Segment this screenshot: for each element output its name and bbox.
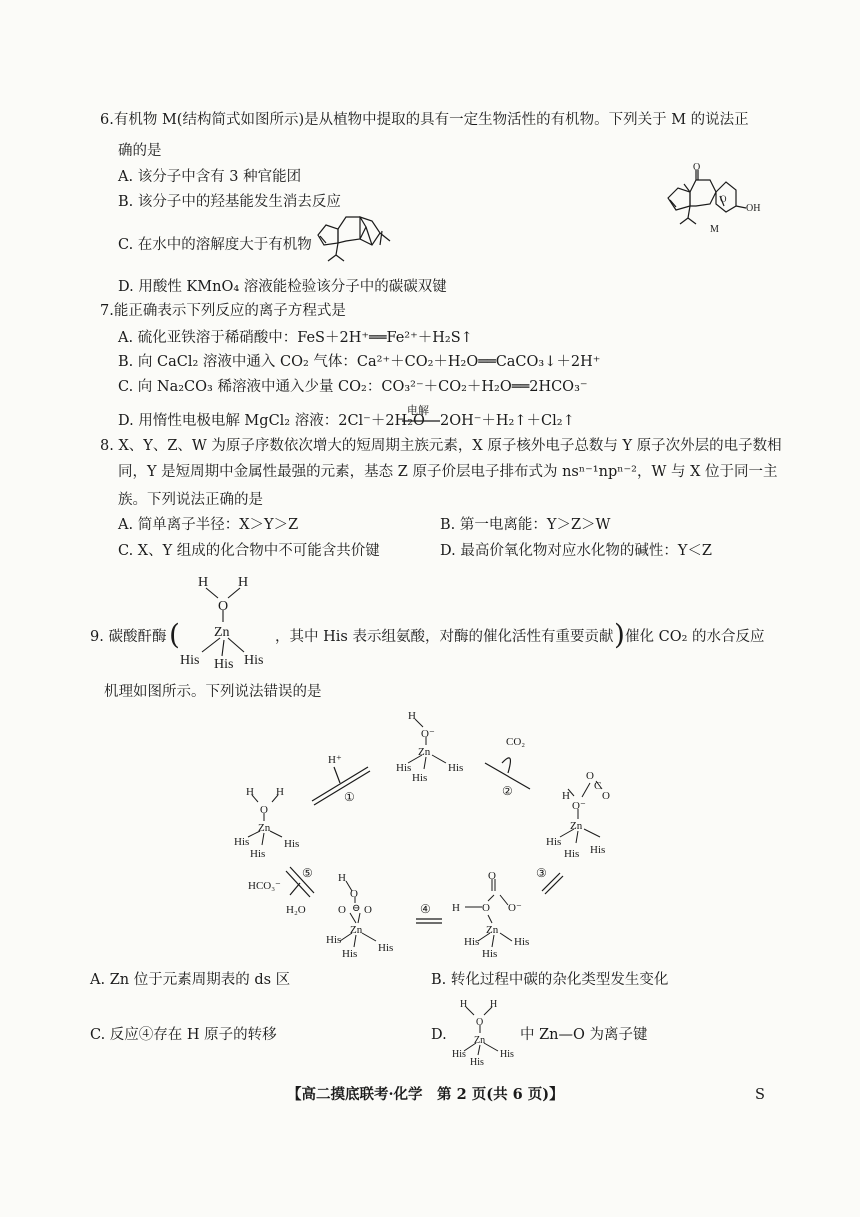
q6-option-a: A. 该分子中含有 3 种官能团 bbox=[118, 169, 302, 185]
label-h2o: H₂O bbox=[286, 904, 306, 916]
bl-o-neg: ⊖ bbox=[352, 903, 361, 914]
left-his-3: His bbox=[250, 848, 266, 860]
q8-option-c: C. X、Y 组成的化合物中不可能含共价键 bbox=[118, 543, 380, 559]
d-o: O bbox=[476, 1017, 484, 1028]
right-o: O bbox=[586, 770, 594, 782]
br-o-top: O bbox=[488, 870, 496, 882]
label-h-plus: H⁺ bbox=[328, 754, 342, 766]
bl-o: O bbox=[350, 888, 358, 900]
d-zn: Zn bbox=[474, 1035, 486, 1046]
q7-option-c: C. 向 Na₂CO₃ 稀溶液中通入少量 CO₂：CO₃²⁻＋CO₂＋H₂O══2HCO₃⁻ bbox=[118, 379, 588, 395]
m-carbonyl-o: O bbox=[693, 162, 701, 173]
top-zn: Zn bbox=[418, 746, 431, 758]
q9-enzyme-inline bbox=[178, 570, 273, 670]
left-o: O bbox=[260, 804, 268, 816]
q7-stem: 7.能正确表示下列反应的离子方程式是 bbox=[100, 303, 346, 319]
top-his-2: His bbox=[448, 762, 464, 774]
left-his-2: His bbox=[284, 838, 300, 850]
q6-stem-line2: 确的是 bbox=[118, 143, 162, 159]
q9-open-paren: ( bbox=[169, 618, 180, 651]
q7-option-d-suffix: 2OH⁻＋H₂↑＋Cl₂↑ bbox=[440, 413, 575, 429]
right-h: H bbox=[562, 790, 570, 802]
label-hco3: HCO₃⁻ bbox=[248, 880, 281, 892]
q9-option-d-suffix: 中 Zn—O 为离子键 bbox=[520, 1027, 648, 1043]
enzyme-his-2: His bbox=[214, 657, 234, 672]
q9-option-a: A. Zn 位于元素周期表的 ds 区 bbox=[90, 972, 291, 988]
br-zn: Zn bbox=[486, 924, 499, 936]
right-his-2: His bbox=[590, 844, 606, 856]
right-his-1: His bbox=[546, 836, 562, 848]
q9-mechanism-diagram bbox=[230, 705, 610, 965]
enzyme-h-right: H bbox=[238, 575, 249, 590]
bl-his-1: His bbox=[326, 934, 342, 946]
m-structure-label: M bbox=[710, 224, 719, 235]
q9-stem-prefix: 9. 碳酸酐酶 bbox=[90, 629, 167, 645]
d-his-2: His bbox=[500, 1049, 514, 1060]
q8-stem-line2: 同，Y 是短周期中金属性最强的元素，基态 Z 原子价层电子排布式为 nsⁿ⁻¹npⁿ⁻²，W 与 X 位于同一主 bbox=[118, 464, 778, 480]
br-o-minus: O⁻ bbox=[508, 902, 522, 914]
step-4: ④ bbox=[420, 902, 431, 916]
q7-option-b: B. 向 CaCl₂ 溶液中通入 CO₂ 气体：Ca²⁺＋CO₂＋H₂O══CaCO₃↓＋2H⁺ bbox=[118, 354, 601, 370]
top-his-3: His bbox=[412, 772, 428, 784]
right-zn: Zn bbox=[570, 820, 583, 832]
d-h-2: H bbox=[490, 999, 498, 1010]
m-ether-o: O bbox=[720, 194, 727, 204]
right-o-minus: O⁻ bbox=[572, 800, 586, 812]
q9-stem-suffix: 催化 CO₂ 的水合反应 bbox=[625, 629, 765, 645]
bl-h: H bbox=[338, 872, 346, 884]
enzyme-his-3: His bbox=[244, 653, 264, 668]
bl-his-2: His bbox=[378, 942, 394, 954]
right-c: C bbox=[594, 780, 602, 792]
left-h-2: H bbox=[276, 786, 284, 798]
q7-electrolysis-arrow bbox=[402, 418, 440, 424]
q8-option-a: A. 简单离子半径：X＞Y＞Z bbox=[118, 517, 299, 533]
left-his-1: His bbox=[234, 836, 250, 848]
m-oh-label: OH bbox=[746, 203, 761, 214]
br-his-2: His bbox=[514, 936, 530, 948]
q9-close-paren: ) bbox=[614, 618, 625, 651]
q8-stem-line3: 族。下列说法正确的是 bbox=[118, 492, 263, 508]
enzyme-o: O bbox=[218, 599, 229, 614]
right-his-3: His bbox=[564, 848, 580, 860]
q7-option-a: A. 硫化亚铁溶于稀硝酸中：FeS＋2H⁺══Fe²⁺＋H₂S↑ bbox=[118, 330, 473, 346]
footer-mark: S bbox=[755, 1087, 765, 1103]
step-3: ③ bbox=[536, 866, 547, 880]
br-his-1: His bbox=[464, 936, 480, 948]
enzyme-his-1: His bbox=[180, 653, 200, 668]
top-h: H bbox=[408, 710, 416, 722]
top-o-minus: O⁻ bbox=[421, 728, 435, 740]
br-o: O bbox=[482, 902, 490, 914]
q6-structure-m bbox=[660, 160, 770, 240]
q7-option-d-condition: 电解 bbox=[407, 404, 429, 417]
d-h-1: H bbox=[460, 999, 468, 1010]
bl-o-right: O bbox=[364, 904, 372, 916]
q6-stem-line1: 6.有机物 M(结构简式如图所示)是从植物中提取的具有一定生物活性的有机物。下列关于 M 的说法正 bbox=[100, 112, 749, 128]
q6-option-c-structure bbox=[310, 205, 410, 265]
q8-option-d: D. 最高价氧化物对应水化物的碱性：Y＜Z bbox=[440, 543, 712, 559]
top-his-1: His bbox=[396, 762, 412, 774]
label-co2: CO₂ bbox=[506, 736, 526, 748]
q9-option-d-prefix: D. bbox=[431, 1027, 447, 1043]
q6-option-c: C. 在水中的溶解度大于有机物 bbox=[118, 237, 312, 253]
q8-stem-line1: 8. X、Y、Z、W 为原子序数依次增大的短周期主族元素，X 原子核外电子总数与 Y 原子次外层的电子数相 bbox=[100, 438, 782, 454]
bl-his-3: His bbox=[342, 948, 358, 960]
d-his-1: His bbox=[452, 1049, 466, 1060]
q6-option-d: D. 用酸性 KMnO₄ 溶液能检验该分子中的碳碳双键 bbox=[118, 279, 447, 295]
q9-stem-line2: 机理如图所示。下列说法错误的是 bbox=[104, 684, 322, 700]
br-h: H bbox=[452, 902, 460, 914]
bl-o-left: O bbox=[338, 904, 346, 916]
step-5: ⑤ bbox=[302, 866, 313, 880]
q9-option-d-structure bbox=[452, 995, 522, 1068]
q8-option-b: B. 第一电离能：Y＞Z＞W bbox=[440, 517, 611, 533]
left-zn: Zn bbox=[258, 822, 271, 834]
right-o-2: O bbox=[602, 790, 610, 802]
br-his-3: His bbox=[482, 948, 498, 960]
bl-zn: Zn bbox=[350, 924, 363, 936]
q9-stem-middle: ，其中 His 表示组氨酸，对酶的催化活性有重要贡献 bbox=[275, 629, 614, 645]
left-h-1: H bbox=[246, 786, 254, 798]
page-footer: 【高二摸底联考·化学 第 2 页(共 6 页)】 bbox=[287, 1086, 564, 1103]
q6-option-b: B. 该分子中的羟基能发生消去反应 bbox=[118, 194, 341, 210]
q9-option-c: C. 反应④存在 H 原子的转移 bbox=[90, 1027, 277, 1043]
enzyme-h-left: H bbox=[198, 575, 209, 590]
d-his-3: His bbox=[470, 1057, 484, 1068]
enzyme-zn: Zn bbox=[214, 625, 230, 640]
q9-option-b: B. 转化过程中碳的杂化类型发生变化 bbox=[431, 972, 669, 988]
step-2: ② bbox=[502, 784, 513, 798]
step-1: ① bbox=[344, 790, 355, 804]
q7-option-d-prefix: D. 用惰性电极电解 MgCl₂ 溶液：2Cl⁻＋2H₂O bbox=[118, 413, 425, 429]
